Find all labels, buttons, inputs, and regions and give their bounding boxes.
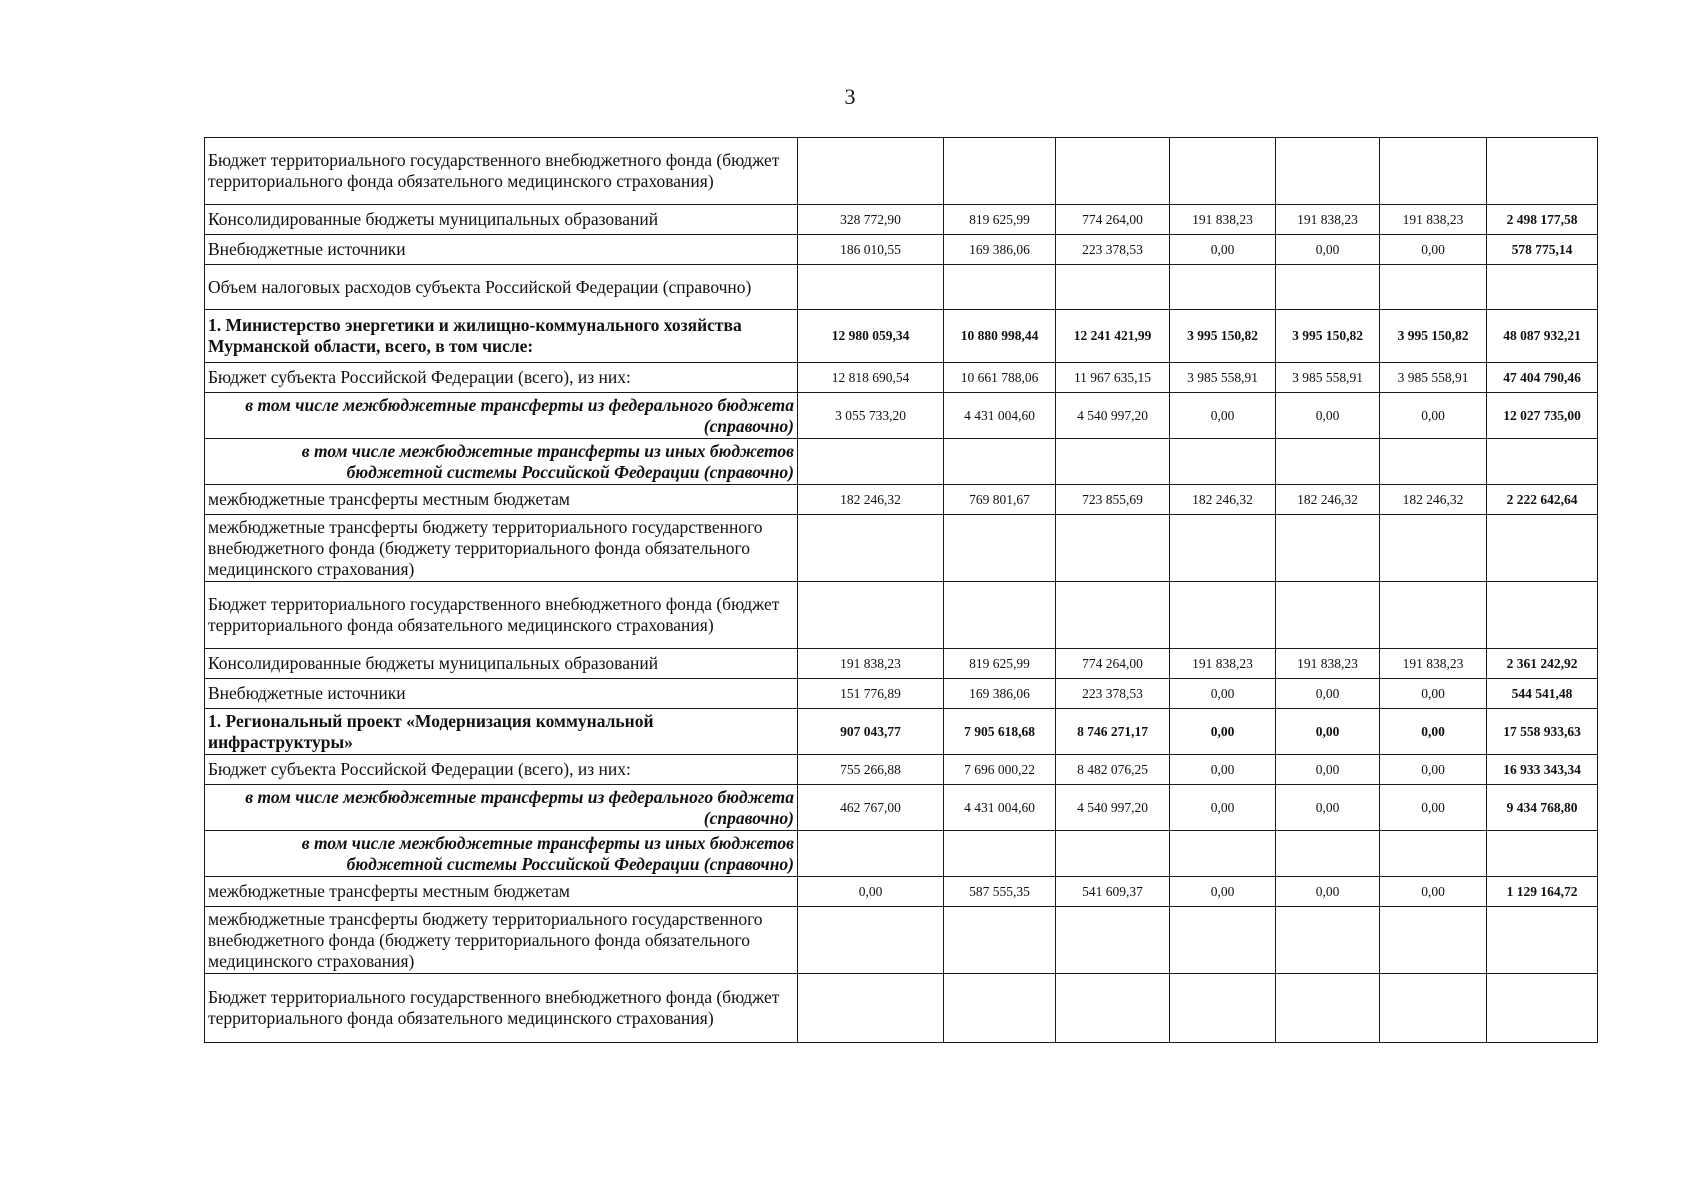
total-cell: 9 434 768,80 [1487,785,1598,831]
value-cell [1170,515,1276,582]
row-label: межбюджетные трансферты местным бюджетам [205,485,798,515]
value-cell: 907 043,77 [798,709,944,755]
value-cell: 0,00 [1380,709,1487,755]
value-cell [944,439,1056,485]
value-cell: 0,00 [1380,785,1487,831]
row-label: Внебюджетные источники [205,235,798,265]
value-cell [1380,974,1487,1043]
total-cell: 12 027 735,00 [1487,393,1598,439]
total-cell: 17 558 933,63 [1487,709,1598,755]
value-cell [1170,974,1276,1043]
total-cell: 578 775,14 [1487,235,1598,265]
row-label: в том числе межбюджетные трансферты из иных бюджетов бюджетной системы Российской Федерации (справочно) [205,439,798,485]
value-cell [1056,831,1170,877]
value-cell [798,831,944,877]
total-cell [1487,831,1598,877]
table-row [205,831,1598,877]
table-row [205,709,1598,755]
row-label: в том числе межбюджетные трансферты из федерального бюджета (справочно) [205,785,798,831]
row-label: межбюджетные трансферты местным бюджетам [205,877,798,907]
value-cell: 186 010,55 [798,235,944,265]
value-cell: 3 985 558,91 [1380,363,1487,393]
value-cell [1056,582,1170,649]
value-cell: 587 555,35 [944,877,1056,907]
total-cell [1487,265,1598,310]
value-cell: 3 995 150,82 [1170,310,1276,363]
value-cell [944,974,1056,1043]
total-cell: 16 933 343,34 [1487,755,1598,785]
value-cell [1170,138,1276,205]
total-cell [1487,138,1598,205]
total-cell [1487,582,1598,649]
table-row [205,649,1598,679]
value-cell [944,907,1056,974]
total-cell: 48 087 932,21 [1487,310,1598,363]
value-cell [944,582,1056,649]
value-cell: 7 696 000,22 [944,755,1056,785]
value-cell [944,515,1056,582]
value-cell: 819 625,99 [944,205,1056,235]
row-label: Консолидированные бюджеты муниципальных образований [205,205,798,235]
value-cell [1276,265,1380,310]
value-cell: 0,00 [1276,709,1380,755]
value-cell [1170,265,1276,310]
total-cell [1487,907,1598,974]
value-cell [1380,582,1487,649]
value-cell: 3 995 150,82 [1276,310,1380,363]
total-cell [1487,439,1598,485]
table-body [205,138,1598,1043]
table-row [205,138,1598,205]
row-label: Бюджет территориального государственного внебюджетного фонда (бюджет территориального фонда обязательного медицинского страхования) [205,974,798,1043]
value-cell [798,907,944,974]
value-cell [1276,515,1380,582]
table-row [205,907,1598,974]
value-cell [798,582,944,649]
row-label: межбюджетные трансферты бюджету территориального государственного внебюджетного фонда (бюджету территориального фонда обязательного медицинского страхования) [205,907,798,974]
value-cell [1276,439,1380,485]
value-cell: 0,00 [1276,755,1380,785]
value-cell: 0,00 [798,877,944,907]
row-label: 1. Министерство энергетики и жилищно-коммунального хозяйства Мурманской области, всего, в том числе: [205,310,798,363]
value-cell: 223 378,53 [1056,235,1170,265]
value-cell: 191 838,23 [1276,205,1380,235]
value-cell: 328 772,90 [798,205,944,235]
value-cell: 191 838,23 [1170,205,1276,235]
value-cell: 151 776,89 [798,679,944,709]
value-cell [798,515,944,582]
value-cell [1380,138,1487,205]
value-cell: 12 818 690,54 [798,363,944,393]
value-cell: 541 609,37 [1056,877,1170,907]
value-cell: 11 967 635,15 [1056,363,1170,393]
value-cell: 191 838,23 [1380,649,1487,679]
value-cell: 8 746 271,17 [1056,709,1170,755]
value-cell [1056,138,1170,205]
value-cell: 0,00 [1380,877,1487,907]
value-cell: 182 246,32 [798,485,944,515]
value-cell [1056,907,1170,974]
value-cell: 0,00 [1380,679,1487,709]
value-cell: 3 055 733,20 [798,393,944,439]
row-label: Консолидированные бюджеты муниципальных образований [205,649,798,679]
value-cell: 774 264,00 [1056,649,1170,679]
value-cell: 12 241 421,99 [1056,310,1170,363]
value-cell: 774 264,00 [1056,205,1170,235]
total-cell: 47 404 790,46 [1487,363,1598,393]
value-cell: 4 540 997,20 [1056,393,1170,439]
value-cell: 4 540 997,20 [1056,785,1170,831]
value-cell: 0,00 [1276,679,1380,709]
table-row [205,515,1598,582]
total-cell: 2 361 242,92 [1487,649,1598,679]
value-cell [1276,974,1380,1043]
value-cell: 182 246,32 [1170,485,1276,515]
table-row [205,363,1598,393]
total-cell [1487,515,1598,582]
value-cell: 462 767,00 [798,785,944,831]
value-cell: 0,00 [1276,877,1380,907]
value-cell: 0,00 [1170,235,1276,265]
value-cell [1276,582,1380,649]
value-cell: 4 431 004,60 [944,393,1056,439]
total-cell: 544 541,48 [1487,679,1598,709]
value-cell: 169 386,06 [944,235,1056,265]
value-cell [1170,439,1276,485]
value-cell [944,831,1056,877]
row-label: Объем налоговых расходов субъекта Российской Федерации (справочно) [205,265,798,310]
table-row [205,582,1598,649]
table-row [205,755,1598,785]
row-label: 1. Региональный проект «Модернизация коммунальной инфраструктуры» [205,709,798,755]
value-cell [798,138,944,205]
total-cell [1487,974,1598,1043]
total-cell: 2 222 642,64 [1487,485,1598,515]
budget-table [204,137,1598,1043]
value-cell: 0,00 [1170,679,1276,709]
table-row [205,205,1598,235]
value-cell: 169 386,06 [944,679,1056,709]
value-cell: 191 838,23 [1380,205,1487,235]
value-cell [1056,515,1170,582]
value-cell: 191 838,23 [798,649,944,679]
value-cell: 191 838,23 [1276,649,1380,679]
value-cell: 4 431 004,60 [944,785,1056,831]
value-cell: 769 801,67 [944,485,1056,515]
page-number: 3 [844,84,856,109]
value-cell [1380,831,1487,877]
value-cell: 3 985 558,91 [1170,363,1276,393]
value-cell [1276,831,1380,877]
value-cell: 191 838,23 [1170,649,1276,679]
value-cell [798,439,944,485]
row-label: Бюджет территориального государственного внебюджетного фонда (бюджет территориального фонда обязательного медицинского страхования) [205,138,798,205]
table-row [205,974,1598,1043]
value-cell: 12 980 059,34 [798,310,944,363]
table-row [205,393,1598,439]
value-cell: 0,00 [1170,755,1276,785]
table-row [205,877,1598,907]
row-label: Бюджет субъекта Российской Федерации (всего), из них: [205,363,798,393]
row-label: Бюджет территориального государственного внебюджетного фонда (бюджет территориального фонда обязательного медицинского страхования) [205,582,798,649]
value-cell: 0,00 [1170,785,1276,831]
value-cell: 223 378,53 [1056,679,1170,709]
value-cell [1170,831,1276,877]
value-cell: 755 266,88 [798,755,944,785]
value-cell: 819 625,99 [944,649,1056,679]
value-cell: 723 855,69 [1056,485,1170,515]
total-cell: 1 129 164,72 [1487,877,1598,907]
value-cell [1056,439,1170,485]
value-cell [1380,439,1487,485]
value-cell [798,974,944,1043]
value-cell: 0,00 [1276,235,1380,265]
value-cell: 8 482 076,25 [1056,755,1170,785]
table-row [205,679,1598,709]
value-cell: 0,00 [1170,709,1276,755]
value-cell: 0,00 [1380,235,1487,265]
value-cell [798,265,944,310]
value-cell [1170,907,1276,974]
value-cell: 0,00 [1170,393,1276,439]
value-cell [1380,907,1487,974]
value-cell [1056,265,1170,310]
row-label: Бюджет субъекта Российской Федерации (всего), из них: [205,755,798,785]
value-cell: 10 661 788,06 [944,363,1056,393]
value-cell [944,138,1056,205]
value-cell [1056,974,1170,1043]
total-cell: 2 498 177,58 [1487,205,1598,235]
row-label: Внебюджетные источники [205,679,798,709]
value-cell: 3 985 558,91 [1276,363,1380,393]
value-cell: 0,00 [1170,877,1276,907]
value-cell [944,265,1056,310]
value-cell [1170,582,1276,649]
table-row [205,439,1598,485]
value-cell [1276,138,1380,205]
table-row [205,785,1598,831]
value-cell: 0,00 [1380,393,1487,439]
value-cell: 0,00 [1276,393,1380,439]
row-label: в том числе межбюджетные трансферты из иных бюджетов бюджетной системы Российской Федерации (справочно) [205,831,798,877]
row-label: в том числе межбюджетные трансферты из федерального бюджета (справочно) [205,393,798,439]
value-cell: 0,00 [1380,755,1487,785]
value-cell: 0,00 [1276,785,1380,831]
value-cell: 10 880 998,44 [944,310,1056,363]
value-cell [1380,515,1487,582]
value-cell: 182 246,32 [1380,485,1487,515]
row-label: межбюджетные трансферты бюджету территориального государственного внебюджетного фонда (бюджету территориального фонда обязательного медицинского страхования) [205,515,798,582]
value-cell [1380,265,1487,310]
table-row [205,485,1598,515]
value-cell [1276,907,1380,974]
value-cell: 3 995 150,82 [1380,310,1487,363]
value-cell: 7 905 618,68 [944,709,1056,755]
value-cell: 182 246,32 [1276,485,1380,515]
table-row [205,265,1598,310]
table-row [205,235,1598,265]
table-row [205,310,1598,363]
